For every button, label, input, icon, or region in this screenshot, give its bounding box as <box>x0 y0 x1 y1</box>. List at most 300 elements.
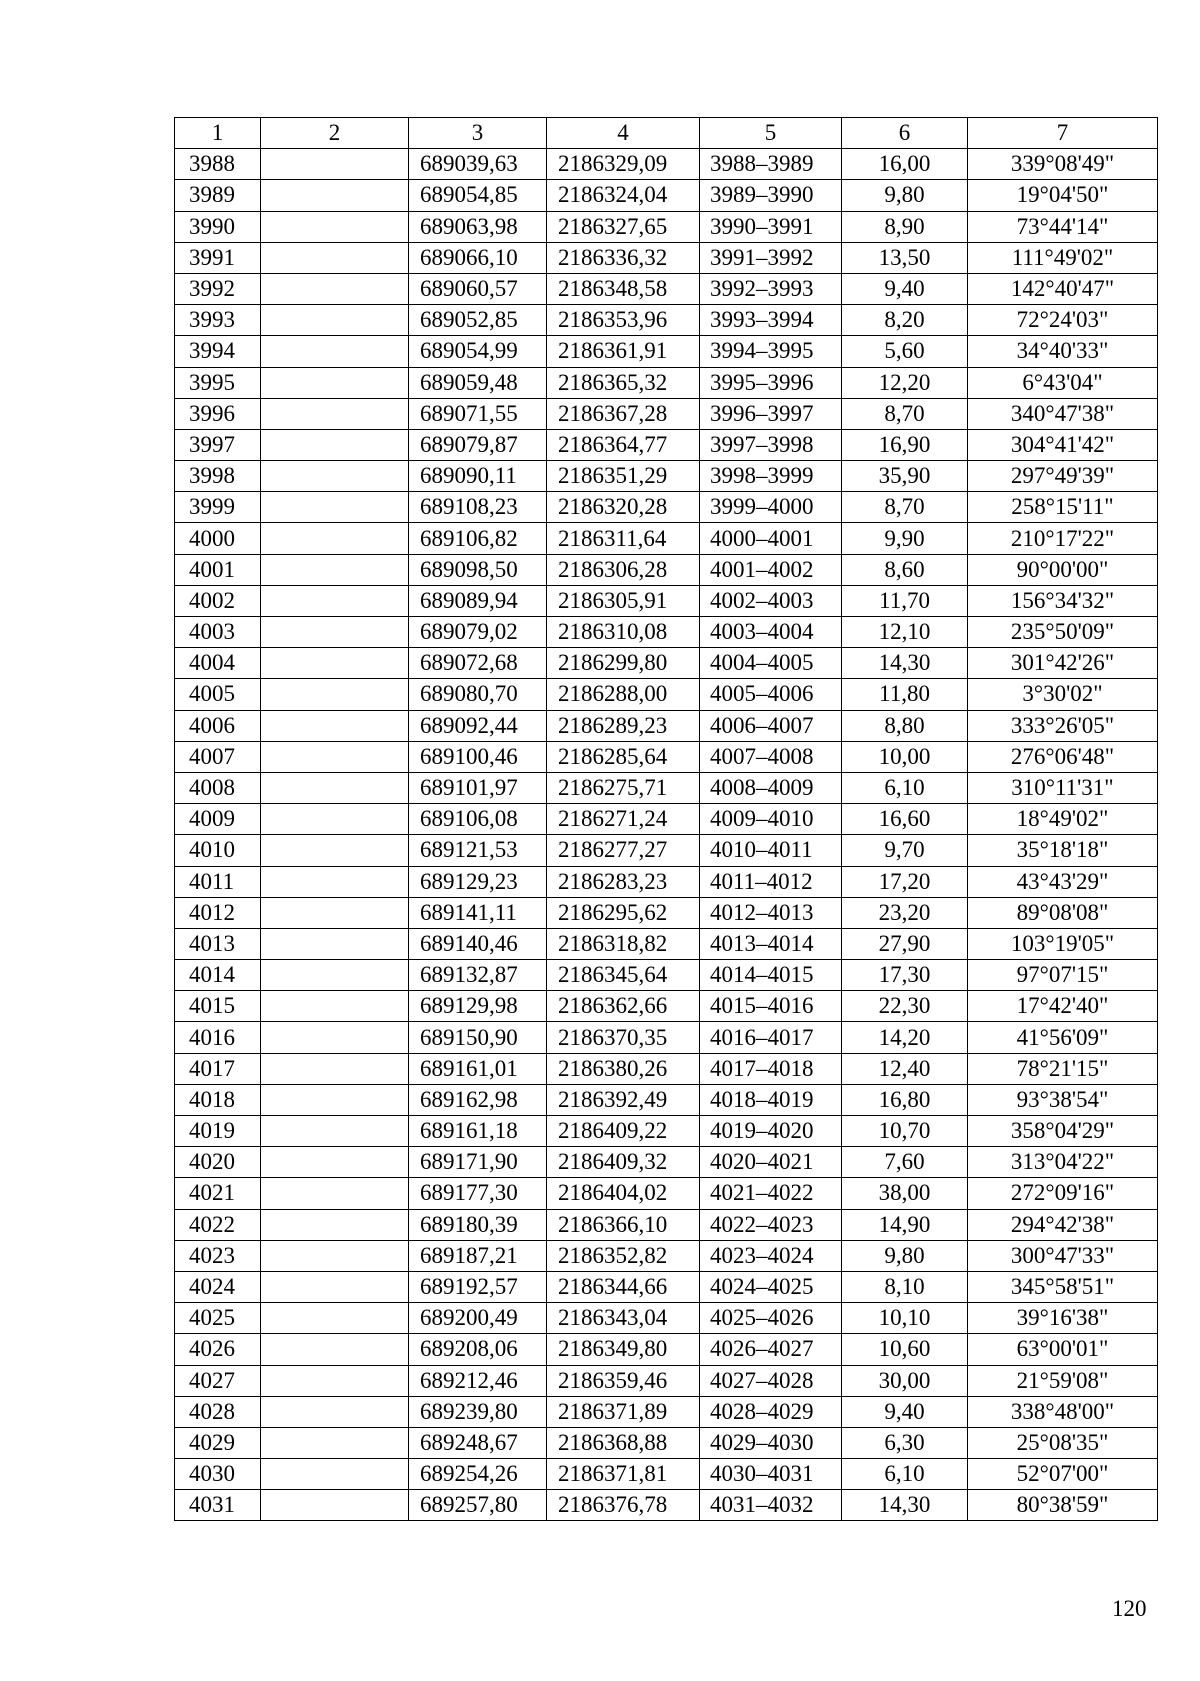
bearing-cell: 78°21'15" <box>968 1053 1158 1084</box>
bearing-cell: 235°50'09" <box>968 617 1158 648</box>
empty-cell <box>261 772 409 803</box>
table-row <box>175 585 1158 616</box>
x-coordinate-cell: 689200,49 <box>409 1303 547 1334</box>
point-number-cell: 4004 <box>175 648 261 679</box>
empty-cell <box>261 1396 409 1427</box>
column-header: 5 <box>700 118 842 149</box>
table-row <box>175 648 1158 679</box>
y-coordinate-cell: 2186365,32 <box>547 367 700 398</box>
empty-cell <box>261 741 409 772</box>
point-number-cell: 4031 <box>175 1490 261 1521</box>
empty-cell <box>261 1459 409 1490</box>
table-row <box>175 1084 1158 1115</box>
y-coordinate-cell: 2186368,88 <box>547 1427 700 1458</box>
segment-cell: 3997–3998 <box>700 429 842 460</box>
point-number-cell: 3989 <box>175 180 261 211</box>
x-coordinate-cell: 689063,98 <box>409 211 547 242</box>
x-coordinate-cell: 689212,46 <box>409 1365 547 1396</box>
x-coordinate-cell: 689161,18 <box>409 1116 547 1147</box>
bearing-cell: 258°15'11" <box>968 492 1158 523</box>
length-cell: 27,90 <box>842 928 968 959</box>
point-number-cell: 4012 <box>175 897 261 928</box>
x-coordinate-cell: 689066,10 <box>409 242 547 273</box>
bearing-cell: 90°00'00" <box>968 554 1158 585</box>
length-cell: 17,30 <box>842 960 968 991</box>
table-header-row <box>175 118 1158 149</box>
bearing-cell: 338°48'00" <box>968 1396 1158 1427</box>
bearing-cell: 142°40'47" <box>968 273 1158 304</box>
bearing-cell: 103°19'05" <box>968 928 1158 959</box>
length-cell: 23,20 <box>842 897 968 928</box>
empty-cell <box>261 398 409 429</box>
x-coordinate-cell: 689054,99 <box>409 336 547 367</box>
empty-cell <box>261 305 409 336</box>
table-row <box>175 991 1158 1022</box>
column-header: 2 <box>261 118 409 149</box>
y-coordinate-cell: 2186404,02 <box>547 1178 700 1209</box>
bearing-cell: 3°30'02" <box>968 679 1158 710</box>
length-cell: 16,60 <box>842 804 968 835</box>
length-cell: 8,90 <box>842 211 968 242</box>
empty-cell <box>261 367 409 398</box>
bearing-cell: 73°44'14" <box>968 211 1158 242</box>
y-coordinate-cell: 2186283,23 <box>547 866 700 897</box>
bearing-cell: 52°07'00" <box>968 1459 1158 1490</box>
table-row <box>175 1240 1158 1271</box>
empty-cell <box>261 429 409 460</box>
point-number-cell: 4029 <box>175 1427 261 1458</box>
bearing-cell: 300°47'33" <box>968 1240 1158 1271</box>
y-coordinate-cell: 2186349,80 <box>547 1334 700 1365</box>
segment-cell: 4029–4030 <box>700 1427 842 1458</box>
empty-cell <box>261 679 409 710</box>
length-cell: 14,30 <box>842 648 968 679</box>
column-header: 1 <box>175 118 261 149</box>
bearing-cell: 41°56'09" <box>968 1022 1158 1053</box>
segment-cell: 4000–4001 <box>700 523 842 554</box>
coordinates-table <box>174 117 1158 1521</box>
bearing-cell: 39°16'38" <box>968 1303 1158 1334</box>
point-number-cell: 4021 <box>175 1178 261 1209</box>
empty-cell <box>261 1303 409 1334</box>
point-number-cell: 3999 <box>175 492 261 523</box>
x-coordinate-cell: 689079,87 <box>409 429 547 460</box>
table-row <box>175 554 1158 585</box>
bearing-cell: 304°41'42" <box>968 429 1158 460</box>
point-number-cell: 4007 <box>175 741 261 772</box>
segment-cell: 3993–3994 <box>700 305 842 336</box>
x-coordinate-cell: 689059,48 <box>409 367 547 398</box>
bearing-cell: 18°49'02" <box>968 804 1158 835</box>
length-cell: 10,60 <box>842 1334 968 1365</box>
length-cell: 8,70 <box>842 492 968 523</box>
segment-cell: 4021–4022 <box>700 1178 842 1209</box>
y-coordinate-cell: 2186320,28 <box>547 492 700 523</box>
length-cell: 6,10 <box>842 772 968 803</box>
point-number-cell: 4026 <box>175 1334 261 1365</box>
y-coordinate-cell: 2186366,10 <box>547 1209 700 1240</box>
y-coordinate-cell: 2186392,49 <box>547 1084 700 1115</box>
length-cell: 8,20 <box>842 305 968 336</box>
length-cell: 10,00 <box>842 741 968 772</box>
y-coordinate-cell: 2186367,28 <box>547 398 700 429</box>
length-cell: 11,70 <box>842 585 968 616</box>
bearing-cell: 210°17'22" <box>968 523 1158 554</box>
empty-cell <box>261 617 409 648</box>
x-coordinate-cell: 689192,57 <box>409 1271 547 1302</box>
x-coordinate-cell: 689150,90 <box>409 1022 547 1053</box>
segment-cell: 4024–4025 <box>700 1271 842 1302</box>
table-row <box>175 429 1158 460</box>
empty-cell <box>261 492 409 523</box>
empty-cell <box>261 1427 409 1458</box>
empty-cell <box>261 1334 409 1365</box>
length-cell: 13,50 <box>842 242 968 273</box>
point-number-cell: 4020 <box>175 1147 261 1178</box>
table-row <box>175 273 1158 304</box>
table-row <box>175 835 1158 866</box>
point-number-cell: 3998 <box>175 461 261 492</box>
length-cell: 8,70 <box>842 398 968 429</box>
empty-cell <box>261 1022 409 1053</box>
column-header: 6 <box>842 118 968 149</box>
x-coordinate-cell: 689162,98 <box>409 1084 547 1115</box>
segment-cell: 3990–3991 <box>700 211 842 242</box>
point-number-cell: 4000 <box>175 523 261 554</box>
length-cell: 7,60 <box>842 1147 968 1178</box>
bearing-cell: 310°11'31" <box>968 772 1158 803</box>
empty-cell <box>261 461 409 492</box>
empty-cell <box>261 1271 409 1302</box>
bearing-cell: 297°49'39" <box>968 461 1158 492</box>
y-coordinate-cell: 2186380,26 <box>547 1053 700 1084</box>
y-coordinate-cell: 2186371,81 <box>547 1459 700 1490</box>
segment-cell: 4022–4023 <box>700 1209 842 1240</box>
x-coordinate-cell: 689101,97 <box>409 772 547 803</box>
empty-cell <box>261 1053 409 1084</box>
length-cell: 14,30 <box>842 1490 968 1521</box>
length-cell: 9,90 <box>842 523 968 554</box>
x-coordinate-cell: 689052,85 <box>409 305 547 336</box>
x-coordinate-cell: 689092,44 <box>409 710 547 741</box>
segment-cell: 4030–4031 <box>700 1459 842 1490</box>
bearing-cell: 6°43'04" <box>968 367 1158 398</box>
table-body <box>175 149 1158 1521</box>
empty-cell <box>261 648 409 679</box>
length-cell: 8,80 <box>842 710 968 741</box>
empty-cell <box>261 273 409 304</box>
y-coordinate-cell: 2186289,23 <box>547 710 700 741</box>
table-row <box>175 1209 1158 1240</box>
x-coordinate-cell: 689177,30 <box>409 1178 547 1209</box>
point-number-cell: 4016 <box>175 1022 261 1053</box>
y-coordinate-cell: 2186288,00 <box>547 679 700 710</box>
table-row <box>175 1147 1158 1178</box>
segment-cell: 4025–4026 <box>700 1303 842 1334</box>
segment-cell: 4031–4032 <box>700 1490 842 1521</box>
y-coordinate-cell: 2186352,82 <box>547 1240 700 1271</box>
bearing-cell: 272°09'16" <box>968 1178 1158 1209</box>
point-number-cell: 4028 <box>175 1396 261 1427</box>
bearing-cell: 63°00'01" <box>968 1334 1158 1365</box>
x-coordinate-cell: 689141,11 <box>409 897 547 928</box>
bearing-cell: 17°42'40" <box>968 991 1158 1022</box>
table-row <box>175 1271 1158 1302</box>
segment-cell: 4016–4017 <box>700 1022 842 1053</box>
segment-cell: 4004–4005 <box>700 648 842 679</box>
table-row <box>175 180 1158 211</box>
bearing-cell: 276°06'48" <box>968 741 1158 772</box>
point-number-cell: 4013 <box>175 928 261 959</box>
y-coordinate-cell: 2186362,66 <box>547 991 700 1022</box>
bearing-cell: 156°34'32" <box>968 585 1158 616</box>
length-cell: 9,40 <box>842 1396 968 1427</box>
table-row <box>175 710 1158 741</box>
x-coordinate-cell: 689129,23 <box>409 866 547 897</box>
length-cell: 11,80 <box>842 679 968 710</box>
segment-cell: 4015–4016 <box>700 991 842 1022</box>
point-number-cell: 3991 <box>175 242 261 273</box>
length-cell: 9,80 <box>842 1240 968 1271</box>
bearing-cell: 80°38'59" <box>968 1490 1158 1521</box>
table-row <box>175 1334 1158 1365</box>
y-coordinate-cell: 2186361,91 <box>547 336 700 367</box>
table-row <box>175 523 1158 554</box>
length-cell: 9,40 <box>842 273 968 304</box>
bearing-cell: 34°40'33" <box>968 336 1158 367</box>
y-coordinate-cell: 2186299,80 <box>547 648 700 679</box>
y-coordinate-cell: 2186345,64 <box>547 960 700 991</box>
x-coordinate-cell: 689039,63 <box>409 149 547 180</box>
y-coordinate-cell: 2186348,58 <box>547 273 700 304</box>
table-row <box>175 211 1158 242</box>
empty-cell <box>261 804 409 835</box>
point-number-cell: 4018 <box>175 1084 261 1115</box>
table-row <box>175 149 1158 180</box>
point-number-cell: 4017 <box>175 1053 261 1084</box>
point-number-cell: 4030 <box>175 1459 261 1490</box>
length-cell: 17,20 <box>842 866 968 897</box>
segment-cell: 3994–3995 <box>700 336 842 367</box>
point-number-cell: 3988 <box>175 149 261 180</box>
empty-cell <box>261 242 409 273</box>
bearing-cell: 333°26'05" <box>968 710 1158 741</box>
bearing-cell: 313°04'22" <box>968 1147 1158 1178</box>
column-header: 4 <box>547 118 700 149</box>
empty-cell <box>261 336 409 367</box>
empty-cell <box>261 897 409 928</box>
y-coordinate-cell: 2186324,04 <box>547 180 700 211</box>
table-row <box>175 242 1158 273</box>
y-coordinate-cell: 2186327,65 <box>547 211 700 242</box>
y-coordinate-cell: 2186409,22 <box>547 1116 700 1147</box>
bearing-cell: 345°58'51" <box>968 1271 1158 1302</box>
length-cell: 38,00 <box>842 1178 968 1209</box>
point-number-cell: 4006 <box>175 710 261 741</box>
x-coordinate-cell: 689090,11 <box>409 461 547 492</box>
y-coordinate-cell: 2186311,64 <box>547 523 700 554</box>
empty-cell <box>261 554 409 585</box>
x-coordinate-cell: 689121,53 <box>409 835 547 866</box>
point-number-cell: 4019 <box>175 1116 261 1147</box>
segment-cell: 4009–4010 <box>700 804 842 835</box>
length-cell: 30,00 <box>842 1365 968 1396</box>
x-coordinate-cell: 689254,26 <box>409 1459 547 1490</box>
bearing-cell: 97°07'15" <box>968 960 1158 991</box>
bearing-cell: 89°08'08" <box>968 897 1158 928</box>
empty-cell <box>261 180 409 211</box>
segment-cell: 4028–4029 <box>700 1396 842 1427</box>
table-row <box>175 1116 1158 1147</box>
length-cell: 8,60 <box>842 554 968 585</box>
y-coordinate-cell: 2186295,62 <box>547 897 700 928</box>
y-coordinate-cell: 2186343,04 <box>547 1303 700 1334</box>
y-coordinate-cell: 2186351,29 <box>547 461 700 492</box>
segment-cell: 4001–4002 <box>700 554 842 585</box>
empty-cell <box>261 1116 409 1147</box>
table-row <box>175 461 1158 492</box>
bearing-cell: 340°47'38" <box>968 398 1158 429</box>
empty-cell <box>261 1240 409 1271</box>
table-row <box>175 1396 1158 1427</box>
point-number-cell: 4003 <box>175 617 261 648</box>
bearing-cell: 358°04'29" <box>968 1116 1158 1147</box>
length-cell: 9,80 <box>842 180 968 211</box>
length-cell: 16,90 <box>842 429 968 460</box>
bearing-cell: 111°49'02" <box>968 242 1158 273</box>
length-cell: 12,40 <box>842 1053 968 1084</box>
y-coordinate-cell: 2186359,46 <box>547 1365 700 1396</box>
table-row <box>175 398 1158 429</box>
bearing-cell: 294°42'38" <box>968 1209 1158 1240</box>
empty-cell <box>261 1147 409 1178</box>
table-row <box>175 897 1158 928</box>
column-header: 3 <box>409 118 547 149</box>
bearing-cell: 339°08'49" <box>968 149 1158 180</box>
column-header: 7 <box>968 118 1158 149</box>
segment-cell: 4013–4014 <box>700 928 842 959</box>
segment-cell: 4005–4006 <box>700 679 842 710</box>
point-number-cell: 3995 <box>175 367 261 398</box>
length-cell: 9,70 <box>842 835 968 866</box>
point-number-cell: 4015 <box>175 991 261 1022</box>
x-coordinate-cell: 689171,90 <box>409 1147 547 1178</box>
length-cell: 22,30 <box>842 991 968 1022</box>
y-coordinate-cell: 2186364,77 <box>547 429 700 460</box>
x-coordinate-cell: 689180,39 <box>409 1209 547 1240</box>
x-coordinate-cell: 689257,80 <box>409 1490 547 1521</box>
empty-cell <box>261 991 409 1022</box>
x-coordinate-cell: 689106,08 <box>409 804 547 835</box>
x-coordinate-cell: 689106,82 <box>409 523 547 554</box>
point-number-cell: 3990 <box>175 211 261 242</box>
y-coordinate-cell: 2186344,66 <box>547 1271 700 1302</box>
table-row <box>175 772 1158 803</box>
bearing-cell: 43°43'29" <box>968 866 1158 897</box>
segment-cell: 4011–4012 <box>700 866 842 897</box>
x-coordinate-cell: 689100,46 <box>409 741 547 772</box>
x-coordinate-cell: 689161,01 <box>409 1053 547 1084</box>
x-coordinate-cell: 689080,70 <box>409 679 547 710</box>
empty-cell <box>261 1084 409 1115</box>
table-row <box>175 1490 1158 1521</box>
table-row <box>175 1427 1158 1458</box>
point-number-cell: 4023 <box>175 1240 261 1271</box>
table-row <box>175 1022 1158 1053</box>
table-row <box>175 1459 1158 1490</box>
empty-cell <box>261 1178 409 1209</box>
table-row <box>175 741 1158 772</box>
point-number-cell: 3994 <box>175 336 261 367</box>
point-number-cell: 4002 <box>175 585 261 616</box>
y-coordinate-cell: 2186271,24 <box>547 804 700 835</box>
segment-cell: 4006–4007 <box>700 710 842 741</box>
table-row <box>175 367 1158 398</box>
table-row <box>175 1053 1158 1084</box>
length-cell: 6,10 <box>842 1459 968 1490</box>
segment-cell: 3999–4000 <box>700 492 842 523</box>
length-cell: 10,70 <box>842 1116 968 1147</box>
segment-cell: 3991–3992 <box>700 242 842 273</box>
bearing-cell: 21°59'08" <box>968 1365 1158 1396</box>
point-number-cell: 4027 <box>175 1365 261 1396</box>
length-cell: 16,80 <box>842 1084 968 1115</box>
x-coordinate-cell: 689187,21 <box>409 1240 547 1271</box>
bearing-cell: 19°04'50" <box>968 180 1158 211</box>
empty-cell <box>261 1490 409 1521</box>
empty-cell <box>261 928 409 959</box>
table-row <box>175 1178 1158 1209</box>
segment-cell: 4002–4003 <box>700 585 842 616</box>
segment-cell: 4008–4009 <box>700 772 842 803</box>
empty-cell <box>261 1365 409 1396</box>
length-cell: 12,20 <box>842 367 968 398</box>
segment-cell: 4014–4015 <box>700 960 842 991</box>
bearing-cell: 35°18'18" <box>968 835 1158 866</box>
x-coordinate-cell: 689060,57 <box>409 273 547 304</box>
x-coordinate-cell: 689072,68 <box>409 648 547 679</box>
segment-cell: 4012–4013 <box>700 897 842 928</box>
y-coordinate-cell: 2186275,71 <box>547 772 700 803</box>
x-coordinate-cell: 689071,55 <box>409 398 547 429</box>
x-coordinate-cell: 689239,80 <box>409 1396 547 1427</box>
segment-cell: 3989–3990 <box>700 180 842 211</box>
point-number-cell: 4009 <box>175 804 261 835</box>
segment-cell: 4003–4004 <box>700 617 842 648</box>
table-row <box>175 928 1158 959</box>
x-coordinate-cell: 689248,67 <box>409 1427 547 1458</box>
length-cell: 14,20 <box>842 1022 968 1053</box>
point-number-cell: 4008 <box>175 772 261 803</box>
y-coordinate-cell: 2186285,64 <box>547 741 700 772</box>
y-coordinate-cell: 2186310,08 <box>547 617 700 648</box>
table-row <box>175 1365 1158 1396</box>
x-coordinate-cell: 689132,87 <box>409 960 547 991</box>
y-coordinate-cell: 2186371,89 <box>547 1396 700 1427</box>
bearing-cell: 93°38'54" <box>968 1084 1158 1115</box>
table-row <box>175 336 1158 367</box>
length-cell: 14,90 <box>842 1209 968 1240</box>
y-coordinate-cell: 2186336,32 <box>547 242 700 273</box>
length-cell: 5,60 <box>842 336 968 367</box>
point-number-cell: 3993 <box>175 305 261 336</box>
x-coordinate-cell: 689129,98 <box>409 991 547 1022</box>
x-coordinate-cell: 689054,85 <box>409 180 547 211</box>
x-coordinate-cell: 689098,50 <box>409 554 547 585</box>
segment-cell: 4019–4020 <box>700 1116 842 1147</box>
empty-cell <box>261 866 409 897</box>
segment-cell: 3992–3993 <box>700 273 842 304</box>
